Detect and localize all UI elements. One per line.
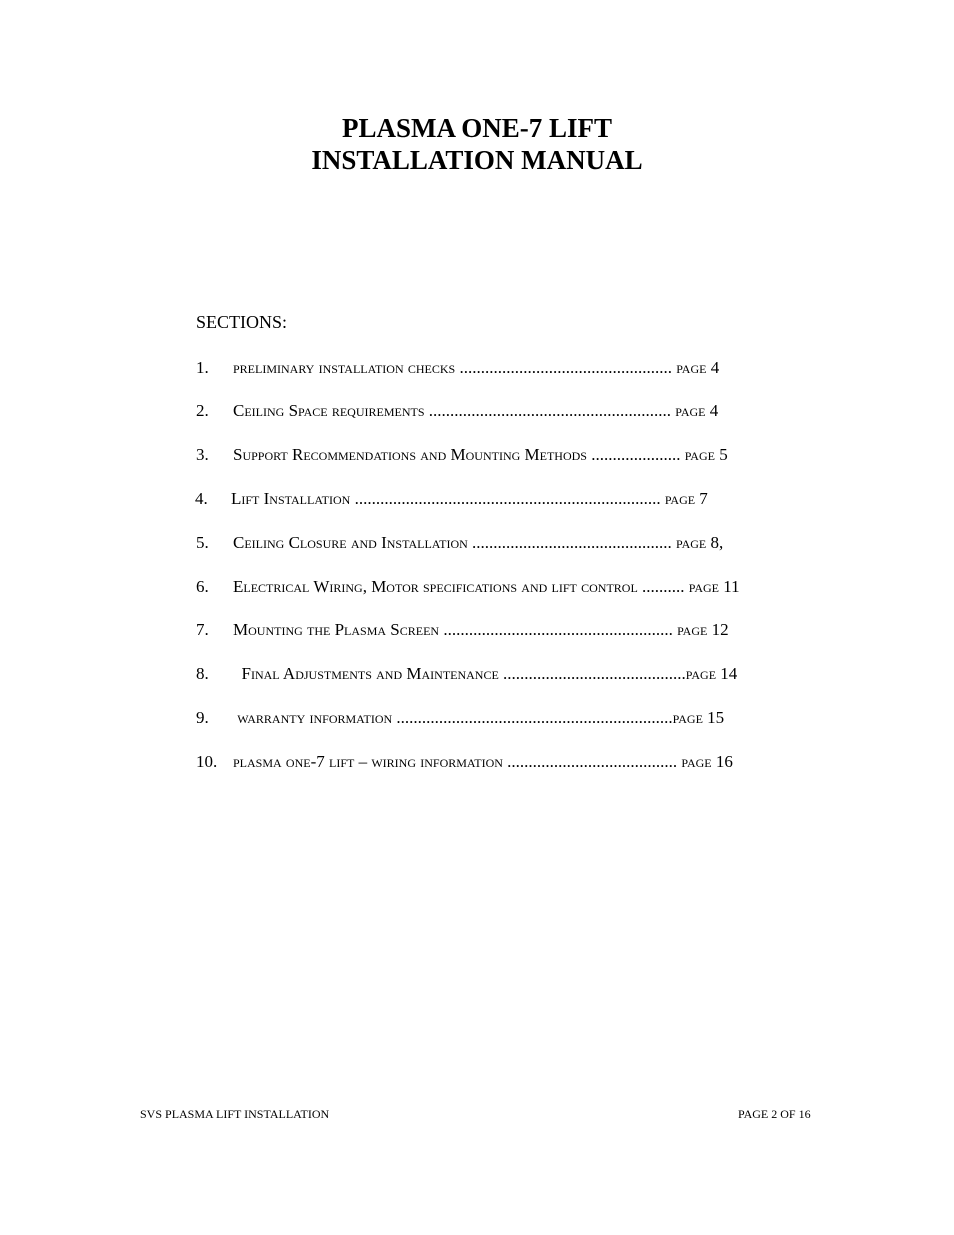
toc-item-number: 4. [195,489,208,508]
sections-heading: SECTIONS: [196,312,288,332]
toc-item-number: 2. [196,401,209,420]
toc-item-number: 3. [196,445,209,464]
toc-item-number: 7. [196,620,209,639]
toc-item-text: Mounting the Plasma Screen ...................................................... page 12 [233,620,729,639]
toc-item-number: 5. [196,533,209,552]
toc-item-number: 9. [196,708,209,727]
toc-item-number: 6. [196,577,209,596]
footer-page-number: PAGE 2 OF 16 [738,1107,811,1121]
toc-item-number: 1. [196,358,209,377]
document-title-line-1: PLASMA ONE-7 LIFT [341,113,613,143]
document-title-line-2: INSTALLATION MANUAL [311,145,643,175]
toc-item-text: Ceiling Closure and Installation ............................................... page 8, [233,533,724,552]
toc-item-number: 10. [196,752,218,771]
toc-item-text: plasma one-7 lift – wiring information ........................................ page 16 [233,752,733,771]
toc-item-text: Final Adjustments and Maintenance ...........................................page 14 [233,664,738,683]
toc-item-number: 8. [196,664,209,683]
toc-item-text: preliminary installation checks .................................................. page 4 [233,358,720,377]
toc-item-text: warranty information .................................................................page 15 [233,708,725,727]
toc-item-text: Electrical Wiring, Motor specifications and lift control .......... page 11 [233,577,740,596]
footer-document-name: SVS PLASMA LIFT INSTALLATION [140,1107,330,1121]
toc-item-text: Ceiling Space requirements ......................................................... page 4 [233,401,719,420]
toc-item-text: Support Recommendations and Mounting Methods ..................... page 5 [233,445,728,464]
toc-item-text: Lift Installation ........................................................................ page 7 [231,489,708,508]
